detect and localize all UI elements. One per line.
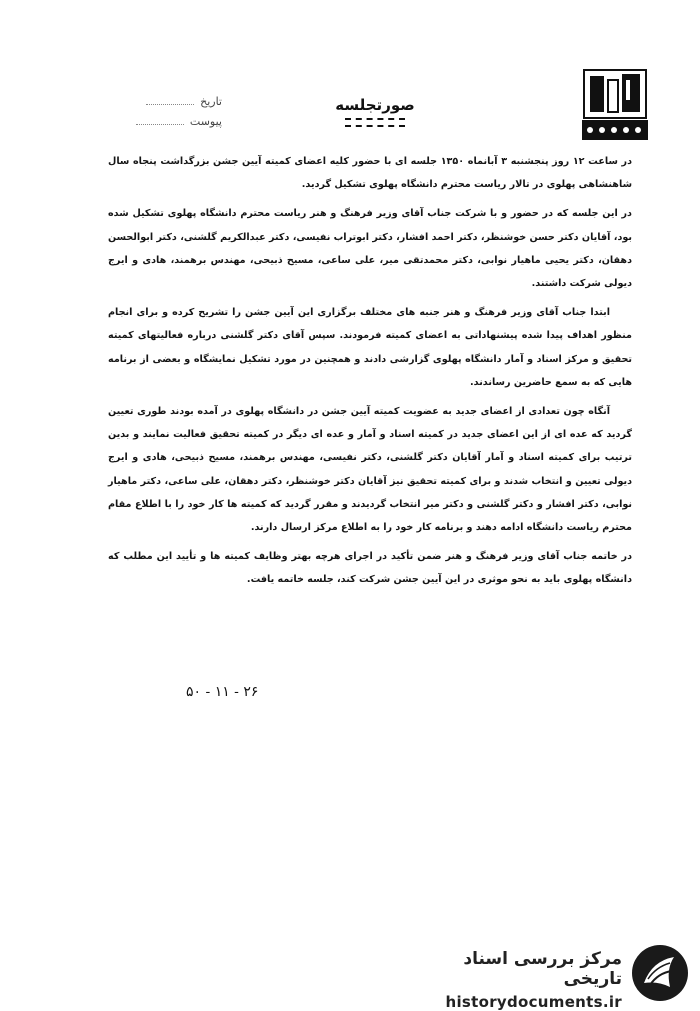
archive-logo-icon	[630, 943, 690, 1003]
paragraph-3: ابتدا جناب آقای وزیر فرهنگ و هنر جنبه های مختلف برگزاری این آیین جشن را تشریح کرده و برای انجام منظور اهداف پیدا شده پیشنهاداتی به اعضای کمیته فرمودند. سپس آقای دکتر گلشنی درباره فعالیتهای کمیته تحقیق و مرکز اسناد و آمار دانشگاه پهلوی گزارشی دادند و همچنین در مورد تشکیل نمایشگاه و بعضی از برنامه هایی که به سمع حاضرین رساندند.	[108, 307, 632, 388]
archive-footer	[420, 943, 690, 1011]
paragraph-1: در ساعت ۱۲ روز پنجشنبه ۳ آبانماه ۱۳۵۰ جلسه ای با حضور کلیه اعضای کمیته آیین جشن بزرگداشت پنجاه سال شاهنشاهی پهلوی در تالار ریاست محترم دانشگاه پهلوی تشکیل گردید.	[108, 156, 633, 191]
handwritten-reference: ۲۶ - ۱۱ - ۵۰	[186, 684, 259, 700]
attachment-label: پیوست	[189, 115, 222, 128]
paragraph-5: در خاتمه جناب آقای وزیر فرهنگ و هنر ضمن تأکید در اجرای هرچه بهتر وظایف کمیته ها و تأیید این مطلب که دانشگاه پهلوی باید به نحو موثری در این آیین جشن شرکت کند، جلسه خاتمه یافت.	[108, 551, 632, 586]
date-attachment-block	[112, 92, 222, 132]
page-title: صورتجلسه	[335, 96, 415, 114]
attachment-blank	[136, 112, 184, 125]
title-underline	[345, 118, 405, 127]
attachment-row	[112, 112, 222, 132]
title-block	[300, 96, 450, 127]
archive-url: historydocuments.ir	[445, 993, 622, 1011]
paragraph-4: آنگاه چون تعدادی از اعضای جدید به عضویت کمیته آیین جشن در دانشگاه پهلوی در آمده بودند طوری تعیین گردید که عده ای از این اعضای جدید در کمیته اسناد و آمار و عده ای دیگر در کمیته تحقیق فعالیت نمایند و بدین ترتیب برای کمیته اسناد و آمار آقایان دکتر گلشنی، دکتر نفیسی، مهندس برهمند، مسیح ذبیحی، هادی و ایرج دیولی تعیین و انتخاب شدند و برای کمیته تحقیق نیز آقایان دکتر خوشنظر، دکتر دهقان، علی ساعی، دکتر ماهیار نوابی، دکتر افشار و دکتر گلشنی و دکتر میر انتخاب گردیدند و مقرر گردید که کمیته ها کار خود را با اطلاع مقام محترم ریاست دانشگاه ادامه دهند و برنامه کار خود را به اطلاع مرکز ارسال دارند.	[108, 406, 632, 534]
minutes-body	[108, 150, 632, 592]
archive-text	[420, 949, 622, 1011]
paragraph-2: در این جلسه که در حضور و با شرکت جناب آقای وزیر فرهنگ و هنر ریاست محترم دانشگاه پهلوی تشکیل شده بود، آقایان دکتر حسن خوشنظر، دکتر احمد افشار، دکتر ابوتراب نفیسی، دکتر عبدالکریم گلشنی، دکتر ابوالحسن دهقان، دکتر یحیی ماهیار نوابی، دکتر محمدتقی میر، علی ساعی، مسیح ذبیحی، مهندس برهمند، هادی و ایرج دیولی شرکت داشتند.	[108, 208, 632, 290]
date-label: تاریخ	[200, 95, 222, 108]
emblem-seal-icon	[580, 68, 650, 144]
archive-name: مرکز بررسی اسناد تاریخی	[463, 949, 622, 989]
date-blank	[146, 92, 194, 105]
date-row	[112, 92, 222, 112]
